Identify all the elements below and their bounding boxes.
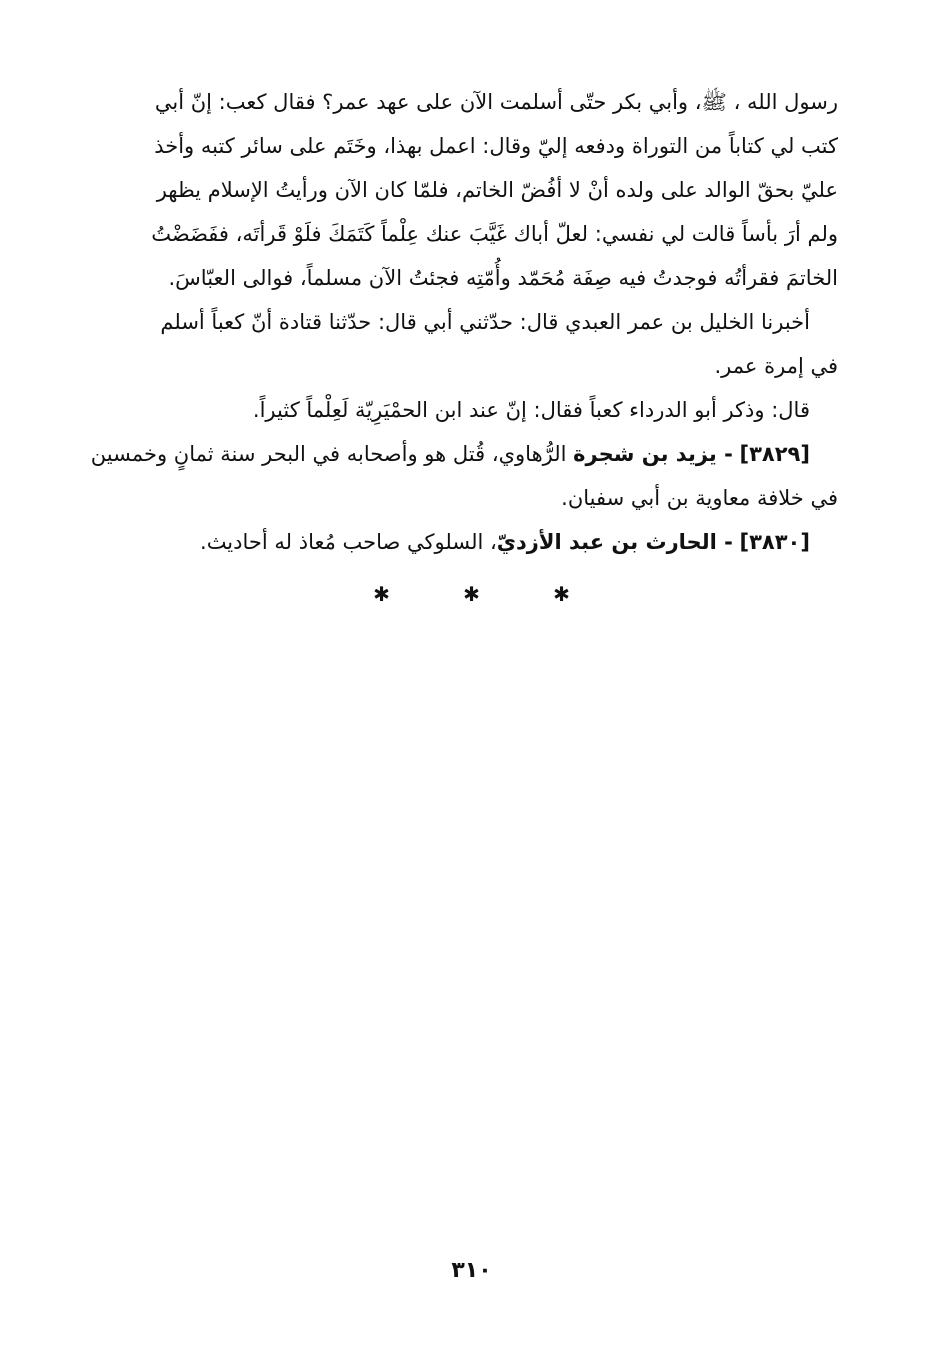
- entry-text: ، السلوكي صاحب مُعاذ له أحاديث.: [200, 530, 497, 554]
- text-line: رسول الله ، ﷺ، وأبي بكر حتّى أسلمت الآن على عهد عمر؟ فقال كعب: إنّ أبي: [154, 90, 838, 114]
- biography-entry-3830: [90, 520, 838, 564]
- section-separator: [0, 582, 943, 612]
- text-line: ولم أرَ بأساً قالت لي نفسي: لعلّ أباك غَيَّبَ عنك عِلْماً كَتَمَكَ فلَوْ قَرأتَه، ففَضَضْتُ: [151, 222, 838, 246]
- entry-name: - الحارث بن عبد الأزديّ: [496, 530, 733, 554]
- text-line: في خلافة معاوية بن أبي سفيان.: [561, 486, 838, 510]
- text-line: عليّ بحقّ الوالد على ولده أنْ لا أفُضّ الخاتم، فلمّا كان الآن ورأيتُ الإسلام يظهر: [156, 178, 838, 202]
- entry-number: [٣٨٢٩]: [739, 442, 810, 466]
- text-line: في إمرة عمر.: [714, 354, 838, 378]
- text-line: قال: وذكر أبو الدرداء كعباً فقال: إنّ عند ابن الحمْيَرِيّة لَعِلْماً كثيراً.: [252, 398, 810, 422]
- asterisk-icon: ✱: [553, 582, 570, 606]
- text-line: كتب لي كتاباً من التوراة ودفعه إليّ وقال: اعمل بهذا، وخَتَم على سائر كتبه وأخذ: [154, 134, 838, 158]
- entry-text: الرُّهاوي، قُتل هو وأصحابه في البحر سنة ثمانٍ وخمسين: [90, 442, 574, 466]
- main-text: [90, 80, 838, 564]
- biography-entry-3829: [90, 432, 838, 476]
- asterisk-icon: ✱: [373, 582, 390, 606]
- asterisk-icon: ✱: [463, 582, 480, 606]
- entry-number: [٣٨٣٠]: [739, 530, 810, 554]
- text-line: الخاتمَ فقرأتُه فوجدتُ فيه صِفَة مُحَمّد وأُمّتِه فجئتُ الآن مسلماً، فوالى العبّاسَ.: [168, 266, 838, 290]
- page-number: ٣١٠: [451, 1258, 492, 1283]
- entry-name: - يزيد بن شجرة: [573, 442, 733, 466]
- text-line: أخبرنا الخليل بن عمر العبدي قال: حدّثني أبي قال: حدّثنا قتادة أنّ كعباً أسلم: [160, 310, 810, 334]
